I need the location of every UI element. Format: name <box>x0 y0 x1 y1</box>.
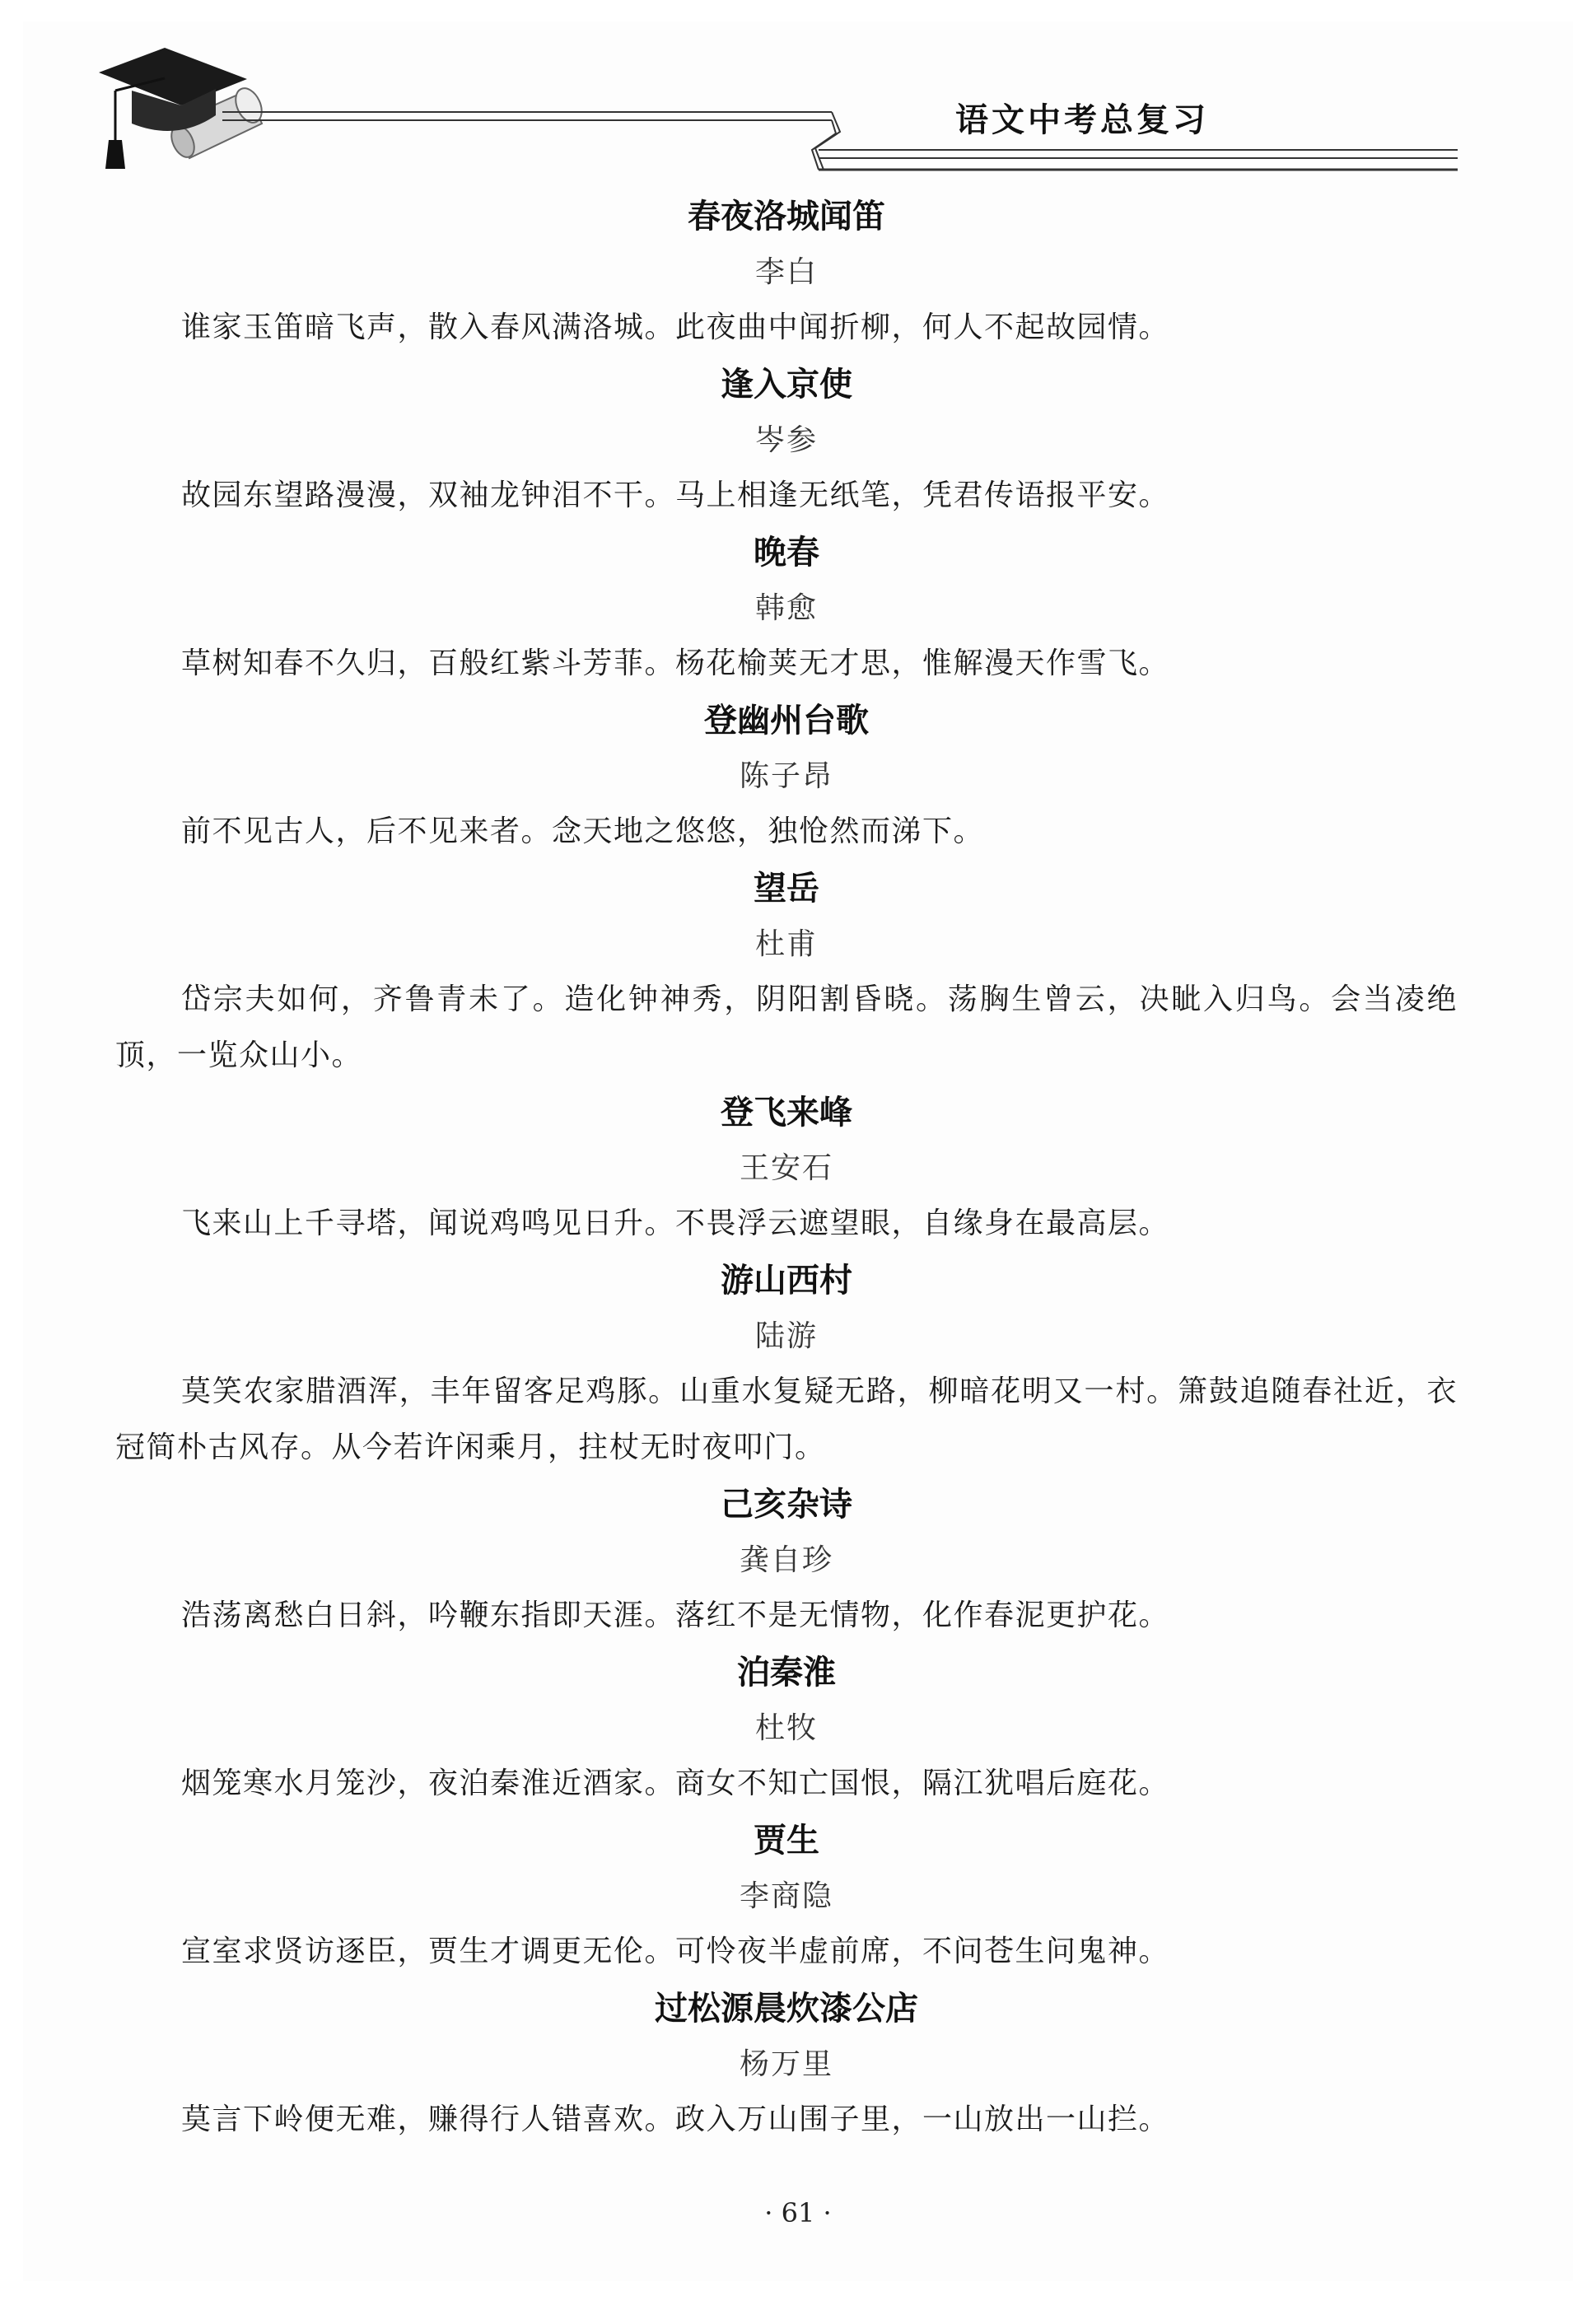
poem-author: 杜牧 <box>754 1711 818 1745</box>
poem-item <box>115 1812 1458 1980</box>
poem-title: 登飞来峰 <box>721 1093 852 1132</box>
poem-author: 陆游 <box>754 1319 818 1353</box>
poem-item <box>115 692 1458 860</box>
poem-title: 贾生 <box>754 1821 819 1860</box>
poem-title: 望岳 <box>754 869 819 908</box>
poem-text: 草树知春不久归，百般红紫斗芳菲。杨花榆荚无才思，惟解漫天作雪飞。 <box>181 646 1170 680</box>
poem-item <box>115 1252 1458 1476</box>
graduation-cap-icon <box>0 0 1596 189</box>
poem-title: 晚春 <box>754 533 819 572</box>
poem-text: 故园东望路漫漫，双袖龙钟泪不干。马上相逢无纸笔，凭君传语报平安。 <box>181 478 1170 512</box>
poem-author: 岑参 <box>754 423 818 457</box>
poem-item <box>115 188 1458 356</box>
book-title: 语文中考总复习 <box>955 100 1209 139</box>
poem-author: 杨万里 <box>739 2047 833 2081</box>
poem-title: 登幽州台歌 <box>704 701 869 740</box>
poem-title: 游山西村 <box>721 1261 852 1300</box>
poem-author: 王安石 <box>739 1151 833 1185</box>
poem-title: 逢入京使 <box>721 365 852 404</box>
poem-author: 龚自珍 <box>739 1543 833 1577</box>
poem-list <box>115 188 1458 2148</box>
poem-text: 莫笑农家腊酒浑，丰年留客足鸡豚。山重水复疑无路，柳暗花明又一村。箫鼓追随春社近，衣冠简朴古风存。从今若许闲乘月，拄杖无时夜叩门。 <box>115 1375 1458 1464</box>
page-number: · 61 · <box>764 2197 832 2229</box>
poem-text: 前不见古人，后不见来者。念天地之悠悠，独怆然而涕下。 <box>181 814 985 848</box>
poem-title: 过松源晨炊漆公店 <box>655 1989 918 2028</box>
poem-item <box>115 860 1458 1084</box>
poem-text: 宣室求贤访逐臣，贾生才调更无伦。可怜夜半虚前席，不问苍生问鬼神。 <box>181 1935 1170 1968</box>
poem-text: 莫言下岭便无难，赚得行人错喜欢。政入万山围子里，一山放出一山拦。 <box>181 2103 1170 2136</box>
poem-item <box>115 356 1458 524</box>
poem-title: 泊秦淮 <box>737 1653 836 1692</box>
poem-author: 李白 <box>754 255 818 289</box>
page-header <box>0 0 1596 189</box>
poem-item <box>115 524 1458 692</box>
poem-title: 春夜洛城闻笛 <box>688 197 885 236</box>
poem-author: 陈子昂 <box>739 759 833 793</box>
poem-title: 己亥杂诗 <box>721 1485 852 1524</box>
poem-author: 杜甫 <box>754 927 818 961</box>
poem-item <box>115 1644 1458 1812</box>
poem-item <box>115 1980 1458 2148</box>
poem-text: 浩荡离愁白日斜，吟鞭东指即天涯。落红不是无情物，化作春泥更护花。 <box>181 1599 1170 1632</box>
poem-text: 岱宗夫如何，齐鲁青未了。造化钟神秀，阴阳割昏晓。荡胸生曾云，决眦入归鸟。会当凌绝顶，一览众山小。 <box>115 982 1458 1072</box>
poem-text: 谁家玉笛暗飞声，散入春风满洛城。此夜曲中闻折柳，何人不起故园情。 <box>181 310 1170 344</box>
poem-item <box>115 1476 1458 1644</box>
poem-item <box>115 1084 1458 1252</box>
poem-text: 飞来山上千寻塔，闻说鸡鸣见日升。不畏浮云遮望眼，自缘身在最高层。 <box>181 1207 1170 1240</box>
poem-text: 烟笼寒水月笼沙，夜泊秦淮近酒家。商女不知亡国恨，隔江犹唱后庭花。 <box>181 1767 1170 1800</box>
poem-author: 韩愈 <box>754 591 818 625</box>
poem-author: 李商隐 <box>739 1879 833 1913</box>
